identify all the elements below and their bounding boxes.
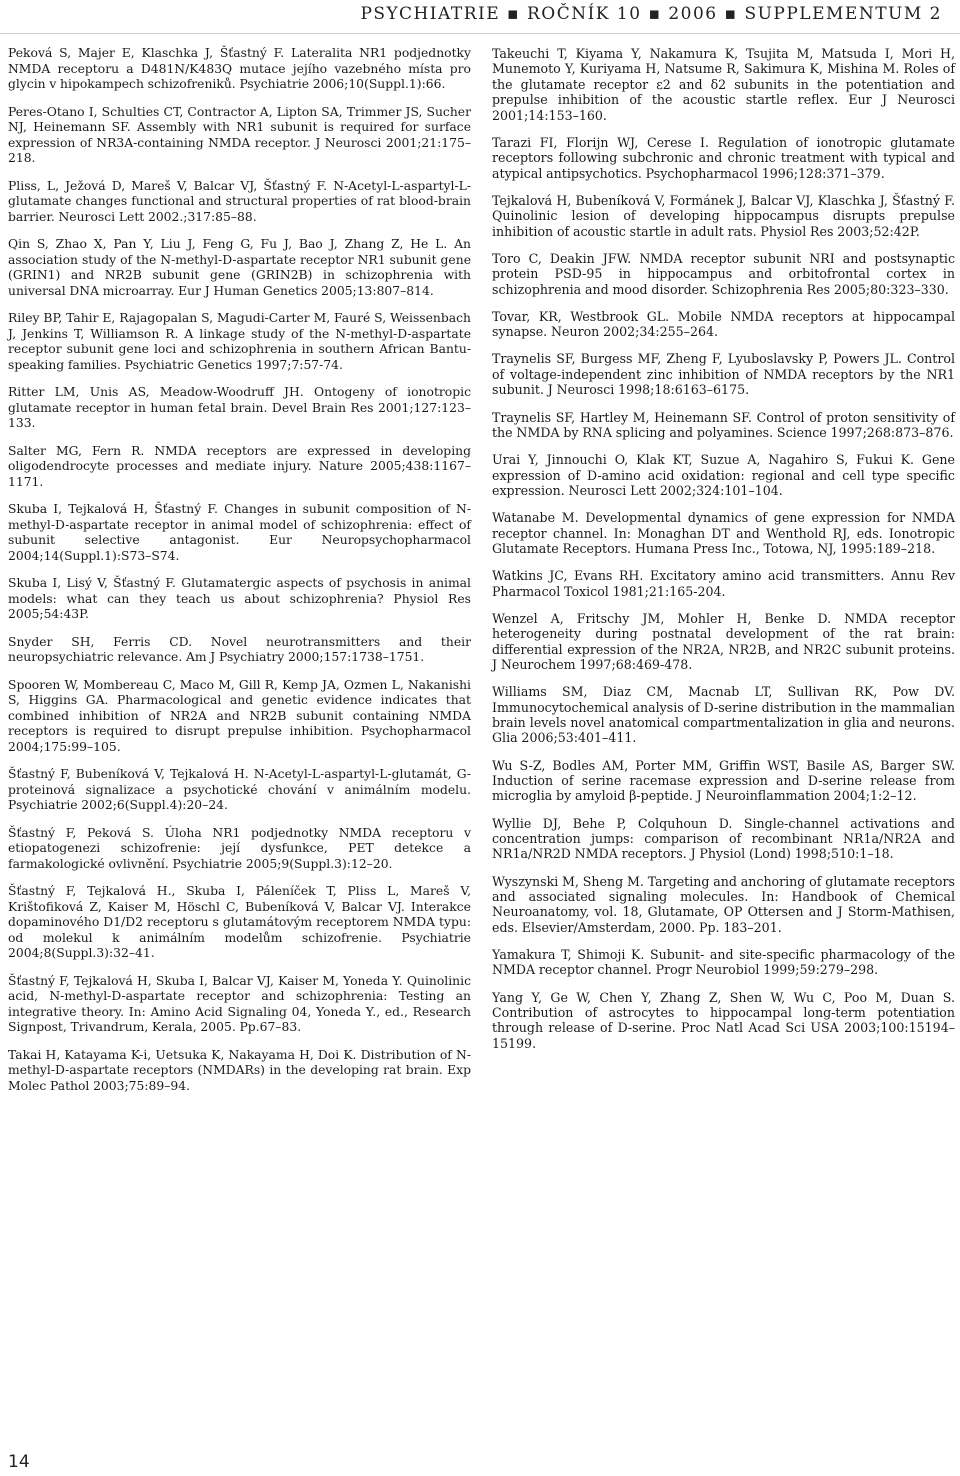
reference-entry: Spooren W, Mombereau C, Maco M, Gill R, Kemp JA, Ozmen L, Nakanishi S, Higgins GA. Pharmacological and genetic evidence indicates that combined inhibition of NR2A and NR2B subunit containing NMDA receptors is required to disrupt prepulse inhibition. Psychopharmacol 2004;175:99–105. <box>8 677 471 754</box>
reference-entry: Pliss, L, Ježová D, Mareš V, Balcar VJ, Šťastný F. N-Acetyl-L-aspartyl-L-glutamate changes functional and structural properties of rat blood-brain barrier. Neurosci Lett 2002.;317:85–88. <box>8 178 471 224</box>
reference-entry: Šťastný F, Tejkalová H., Skuba I, Páleníček T, Pliss L, Mareš V, Krištofiková Z, Kaiser M, Höschl C, Bubeníková V, Balcar VJ. Interakce dopaminového D1/D2 receptoru s glutamátovým receptorem NMDA typu: od molekul k animálním modelům schizofrenie. Psychiatrie 2004;8(Suppl.3):32–41. <box>8 884 471 960</box>
reference-entry: Wenzel A, Fritschy JM, Mohler H, Benke D. NMDA receptor heterogeneity during postnatal development of the rat brain: differential expression of the NR2A, NR2B, and NR2C subunit proteins. J Neurochem 1997;68:469-478. <box>492 610 955 672</box>
reference-entry: Tejkalová H, Bubeníková V, Formánek J, Balcar VJ, Klaschka J, Šťastný F. Quinolinic lesion of developing hippocampus disrupts prepulse inhibition of acoustic startle in adult rats. Physiol Res 2003;52:42P. <box>492 192 955 239</box>
journal-title: PSYCHIATRIE ▪ ROČNÍK 10 ▪ 2006 ▪ SUPPLEMENTUM 2 <box>360 4 942 24</box>
reference-entry: Yang Y, Ge W, Chen Y, Zhang Z, Shen W, Wu C, Poo M, Duan S. Contribution of astrocytes to hippocampal long-term potentiation through release of D-serine. Proc Natl Acad Sci USA 2003;100:15194–15199. <box>492 989 955 1051</box>
reference-entry: Williams SM, Diaz CM, Macnab LT, Sullivan RK, Pow DV. Immunocytochemical analysis of D-serine distribution in the mammalian brain levels novel anatomical compartmentalization in glia and neurons. Glia 2006;53:401–411. <box>492 684 955 746</box>
reference-entry: Yamakura T, Shimoji K. Subunit- and site-specific pharmacology of the NMDA receptor channel. Progr Neurobiol 1999;59:279–298. <box>492 947 955 978</box>
reference-entry: Šťastný F, Peková S. Úloha NR1 podjednotky NMDA receptoru v etiopatogenezi schizofrenie: její dysfunkce, PET detekce a farmakologické ovlivnění. Psychiatrie 2005;9(Suppl.3):12–20. <box>8 825 471 871</box>
reference-entry: Salter MG, Fern R. NMDA receptors are expressed in developing oligodendrocyte processes and mediate injury. Nature 2005;438:1167–1171. <box>8 443 471 489</box>
running-header <box>0 0 960 34</box>
reference-entry: Peres-Otano I, Schulties CT, Contractor A, Lipton SA, Trimmer JS, Sucher NJ, Heinemann SF. Assembly with NR1 subunit is required for surface expression of NR3A-containing NMDA receptor. J Neurosci 2001;21:175–218. <box>8 104 471 165</box>
reference-entry: Wyszynski M, Sheng M. Targeting and anchoring of glutamate receptors and associated signaling molecules. In: Handbook of Chemical Neuroanatomy, vol. 18, Glutamate, OP Ottersen and J Storm-Mathisen, eds. Elsevier/Amsterdam, 2000. Pp. 183–201. <box>492 873 955 935</box>
page-number: 14 <box>8 1452 30 1472</box>
reference-entry: Šťastný F, Tejkalová H, Skuba I, Balcar VJ, Kaiser M, Yoneda Y. Quinolinic acid, N-methyl-D-aspartate receptor and schizophrenia: Testing an integrative theory. In: Amino Acid Signaling 04, Yoneda Y., ed., Research Signpost, Trivandrum, Kerala, 2005. Pp.67–83. <box>8 973 471 1034</box>
reference-entry: Watanabe M. Developmental dynamics of gene expression for NMDA receptor channel. In: Monaghan DT and Wenthold RJ, eds. Ionotropic Glutamate Receptors. Humana Press Inc., Totowa, NJ, 1995:189–218. <box>492 510 955 556</box>
header-rule <box>0 33 960 34</box>
reference-entry: Ritter LM, Unis AS, Meadow-Woodruff JH. Ontogeny of ionotropic glutamate receptor in human fetal brain. Devel Brain Res 2001;127:123–133. <box>8 385 471 430</box>
reference-entry: Skuba I, Tejkalová H, Šťastný F. Changes in subunit composition of N-methyl-D-aspartate receptor in animal model of schizophrenia: effect of subunit selective antagonist. Eur Neuropsychopharmacol 2004;14(Suppl.1):S73–S74. <box>8 502 471 563</box>
reference-column-right <box>492 46 955 1063</box>
reference-entry: Snyder SH, Ferris CD. Novel neurotransmitters and their neuropsychiatric relevance. Am J Psychiatry 2000;157:1738–1751. <box>8 634 471 664</box>
reference-entry: Urai Y, Jinnouchi O, Klak KT, Suzue A, Nagahiro S, Fukui K. Gene expression of D-amino acid oxidation: regional and cell type specific expression. Neurosci Lett 2002;324:101–104. <box>492 452 955 498</box>
reference-entry: Riley BP, Tahir E, Rajagopalan S, Magudi-Carter M, Fauré S, Weissenbach J, Jenkins T, Williamson R. A linkage study of the N-methyl-D-aspartate receptor subunit gene loci and schizophrenia in southern African Bantu-speaking families. Psychiatric Genetics 1997;7:57-74. <box>8 311 471 372</box>
reference-entry: Skuba I, Lisý V, Šťastný F. Glutamatergic aspects of psychosis in animal models: what can they teach us about schizophrenia? Physiol Res 2005;54:43P. <box>8 576 471 621</box>
reference-entry: Takeuchi T, Kiyama Y, Nakamura K, Tsujita M, Matsuda I, Mori H, Munemoto Y, Kuriyama H, Natsume R, Sakimura K, Mishina M. Roles of the glutamate receptor ε2 and δ2 subunits in the potentiation and prepulse inhibition of the acoustic startle reflex. Eur J Neurosci 2001;14:153–160. <box>492 46 955 123</box>
reference-entry: Peková S, Majer E, Klaschka J, Šťastný F. Lateralita NR1 podjednotky NMDA receptoru a D481N/K483Q mutace jejího vazebného místa pro glycin v hipokampech schizofreniků. Psychiatrie 2006;10(Suppl.1):66. <box>8 46 471 91</box>
reference-entry: Takai H, Katayama K-i, Uetsuka K, Nakayama H, Doi K. Distribution of N-methyl-D-aspartate receptors (NMDARs) in the developing rat brain. Exp Molec Pathol 2003;75:89–94. <box>8 1047 471 1093</box>
reference-entry: Šťastný F, Bubeníková V, Tejkalová H. N-Acetyl-L-aspartyl-L-glutamát, G-proteinová signalizace a psychotické chování v animálním modelu. Psychiatrie 2002;6(Suppl.4):20–24. <box>8 767 471 812</box>
reference-column-left <box>8 46 471 1106</box>
reference-entry: Tovar, KR, Westbrook GL. Mobile NMDA receptors at hippocampal synapse. Neuron 2002;34:255–264. <box>492 308 955 340</box>
reference-entry: Toro C, Deakin JFW. NMDA receptor subunit NRI and postsynaptic protein PSD-95 in hippocampus and orbitofrontal cortex in schizophrenia and mood disorder. Schizophrenia Res 2005;80:323–330. <box>492 250 955 297</box>
reference-entry: Traynelis SF, Hartley M, Heinemann SF. Control of proton sensitivity of the NMDA by RNA splicing and polyamines. Science 1997;268:873–876. <box>492 409 955 440</box>
reference-entry: Wyllie DJ, Behe P, Colquhoun D. Single-channel activations and concentration jumps: comparison of recombinant NR1a/NR2A and NR1a/NR2D NMDA receptors. J Physiol (Lond) 1998;510:1–18. <box>492 815 955 862</box>
reference-entry: Traynelis SF, Burgess MF, Zheng F, Lyuboslavsky P, Powers JL. Control of voltage-independent zinc inhibition of NMDA receptors by the NR1 subunit. J Neurosci 1998;18:6163–6175. <box>492 351 955 398</box>
reference-entry: Watkins JC, Evans RH. Excitatory amino acid transmitters. Annu Rev Pharmacol Toxicol 1981;21:165-204. <box>492 568 955 599</box>
reference-entry: Qin S, Zhao X, Pan Y, Liu J, Feng G, Fu J, Bao J, Zhang Z, He L. An association study of the N-methyl-D-aspartate receptor NR1 subunit gene (GRIN1) and NR2B subunit gene (GRIN2B) in schizophrenia with universal DNA microarray. Eur J Human Genetics 2005;13:807–814. <box>8 237 471 298</box>
reference-entry: Wu S-Z, Bodles AM, Porter MM, Griffin WST, Basile AS, Barger SW. Induction of serine racemase expression and D-serine release from microglia by amyloid β-peptide. J Neuroinflammation 2004;1:2–12. <box>492 757 955 804</box>
reference-entry: Tarazi FI, Florijn WJ, Cerese I. Regulation of ionotropic glutamate receptors following subchronic and chronic treatment with typical and atypical antipsychotics. Psychopharmacol 1996;128:371–379. <box>492 134 955 181</box>
